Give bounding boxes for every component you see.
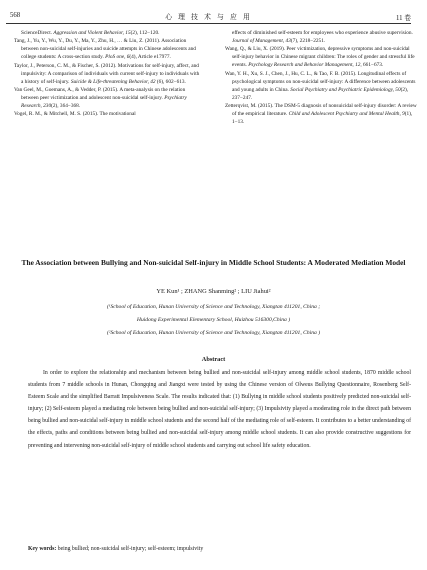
reference-entry: [14, 62, 201, 86]
affiliation-2: (²School of Education, Hunan University of Science and Technology, Xiangtan 411201, China ): [106, 330, 321, 336]
reference-entry: [225, 29, 417, 45]
reference-text: (2), 237−247.: [232, 86, 409, 101]
reference-text: (1), 1−13.: [232, 111, 413, 126]
keywords-text: being bullied; non-suicidal self-injury; self-esteem; impulsivity: [56, 546, 204, 552]
reference-text: Child and Adolescent Psychiatry and Mental Health, 9: [288, 111, 405, 118]
reference-entry: [225, 45, 417, 69]
reference-entry: [14, 29, 201, 37]
reference-entry: [225, 70, 417, 102]
reference-text: Psychiatry Research, 230: [21, 94, 187, 109]
reference-text: (4), Article e17977.: [129, 54, 171, 61]
references-left-column: [14, 29, 201, 118]
reference-text: Journal of Management, 43: [232, 38, 291, 45]
reference-text: Tang, J., Yu, Y., Wu, Y., Du, Y., Ma, Y., Zhu, H., … & Liu, Z. (2011). Association between non-suicidal self-injuries and suicide attempts in Chinese adolescents and college students: A cross-section study.: [14, 38, 196, 61]
abstract-heading: Abstract: [201, 356, 226, 363]
reference-text: Wan, Y. H., Xu, S. J., Chen, J., Hu, C. L., & Tao, F. B. (2015). Longitudinal effects of psychological symptoms on non-suicidal self-injury: A difference between adolescents and young adults in China.: [225, 70, 416, 93]
reference-text: (6), 602−613.: [155, 78, 186, 85]
reference-text: PloS one, 6: [105, 54, 130, 61]
references-right-column: [225, 29, 417, 126]
reference-entry: [14, 37, 201, 61]
reference-text: Vogel, R. M., & Mitchell, M. S. (2015). The motivational: [14, 111, 136, 118]
reference-text: (2), 112−120.: [130, 30, 160, 36]
page-number: 568: [10, 12, 21, 19]
reference-entry: [225, 102, 417, 126]
reference-text: effects of diminished self-esteem for employees who experience abusive supervision.: [232, 30, 413, 36]
journal-title: 心 理 技 术 与 应 用: [165, 13, 252, 21]
abstract-body: In order to explore the relationship and mechanism between being bullied and non-suicidal self-injury among middle school students, 1870 middle school students from 7 middle schools in Hunan, Chongqing and Jiangxi were tested by using the Chinese version of Olweus Bullying Questionnaire, Rosenberg Self-Esteem Scale and the simplified Barratt Impulsiveness Scale. The results indicated that: (1) Bullying in middle school students positively predicted non-suicidal self-injury; (2) Self-esteem played a mediating role between being bullied and non-suicidal self-injury; (3) Impulsivity played a moderating role in the direct path between being bullied and non-suicidal self-injury in middle school students and the second half of the mediating role of self-esteem. It contributes to a better understanding of the effects, paths and conditions between being bullied and non-suicidal self-injury among middle school students. It can also provide constructive suggestions for preventing and intervening non-suicidal self-injury of middle school students and carrying out school life safety education.: [28, 370, 411, 449]
affiliation-1: (¹School of Education, Hunan University of Science and Technology, Xiangtan 411201, China ;: [106, 304, 321, 310]
reference-text: Psychology Research and Behavior Management, 12: [248, 62, 361, 69]
affiliation-1-cont: Huidong Experimental Elementary School, Huizhou 516300,China ): [136, 317, 291, 323]
volume-label: 11 卷: [395, 15, 411, 22]
reference-text: Van Geel, M., Goemans, A., & Vedder, P. (2015). A meta-analysis on the relation between peer victimization and adolescent non-suicidal self-injury.: [14, 86, 186, 101]
reference-text: Taylor, J., Peterson, C. M., & Fischer, S. (2012). Motivations for self-injury, affect, and impulsivity: A comparison of individuals with current self-injury to individuals with a history of self-injury.: [14, 62, 200, 85]
reference-text: (7), 2218−2251.: [290, 38, 326, 45]
reference-text: Wang, Q., & Liu, X. (2019). Peer victimization, depressive symptoms and non-suicidal self-injury behavior in Chinese migrant children: The roles of gender and stressful life events.: [225, 46, 415, 69]
reference-text: Aggression and Violent Behavior, 15: [53, 30, 131, 36]
reference-entry: [14, 110, 201, 118]
keywords-line: [28, 546, 411, 552]
reference-text: Zetterqvist, M. (2015). The DSM-5 diagnosis of nonsuicidal self-injury disorder: A review of the empirical literature.: [225, 102, 417, 118]
running-header: [6, 11, 411, 24]
reference-text: Social Psychiatry and Psychiatric Epidemiology, 50: [290, 86, 401, 93]
reference-text: Suicide & Life-threatening Behavior, 42: [70, 78, 156, 85]
keywords-label: Key words:: [28, 546, 57, 552]
reference-text: (2), 364−368.: [51, 102, 81, 109]
author-list: YE Kun¹ ; ZHANG Shanming² ; LIU Jiahui²: [156, 288, 271, 295]
reference-text: ScienceDirect.: [21, 30, 54, 36]
reference-entry: [14, 86, 201, 110]
english-title: The Association between Bullying and Non-suicidal Self-injury in Middle School Students: A Moderated Mediation Model: [21, 258, 406, 267]
reference-text: , 661−673.: [360, 62, 384, 69]
